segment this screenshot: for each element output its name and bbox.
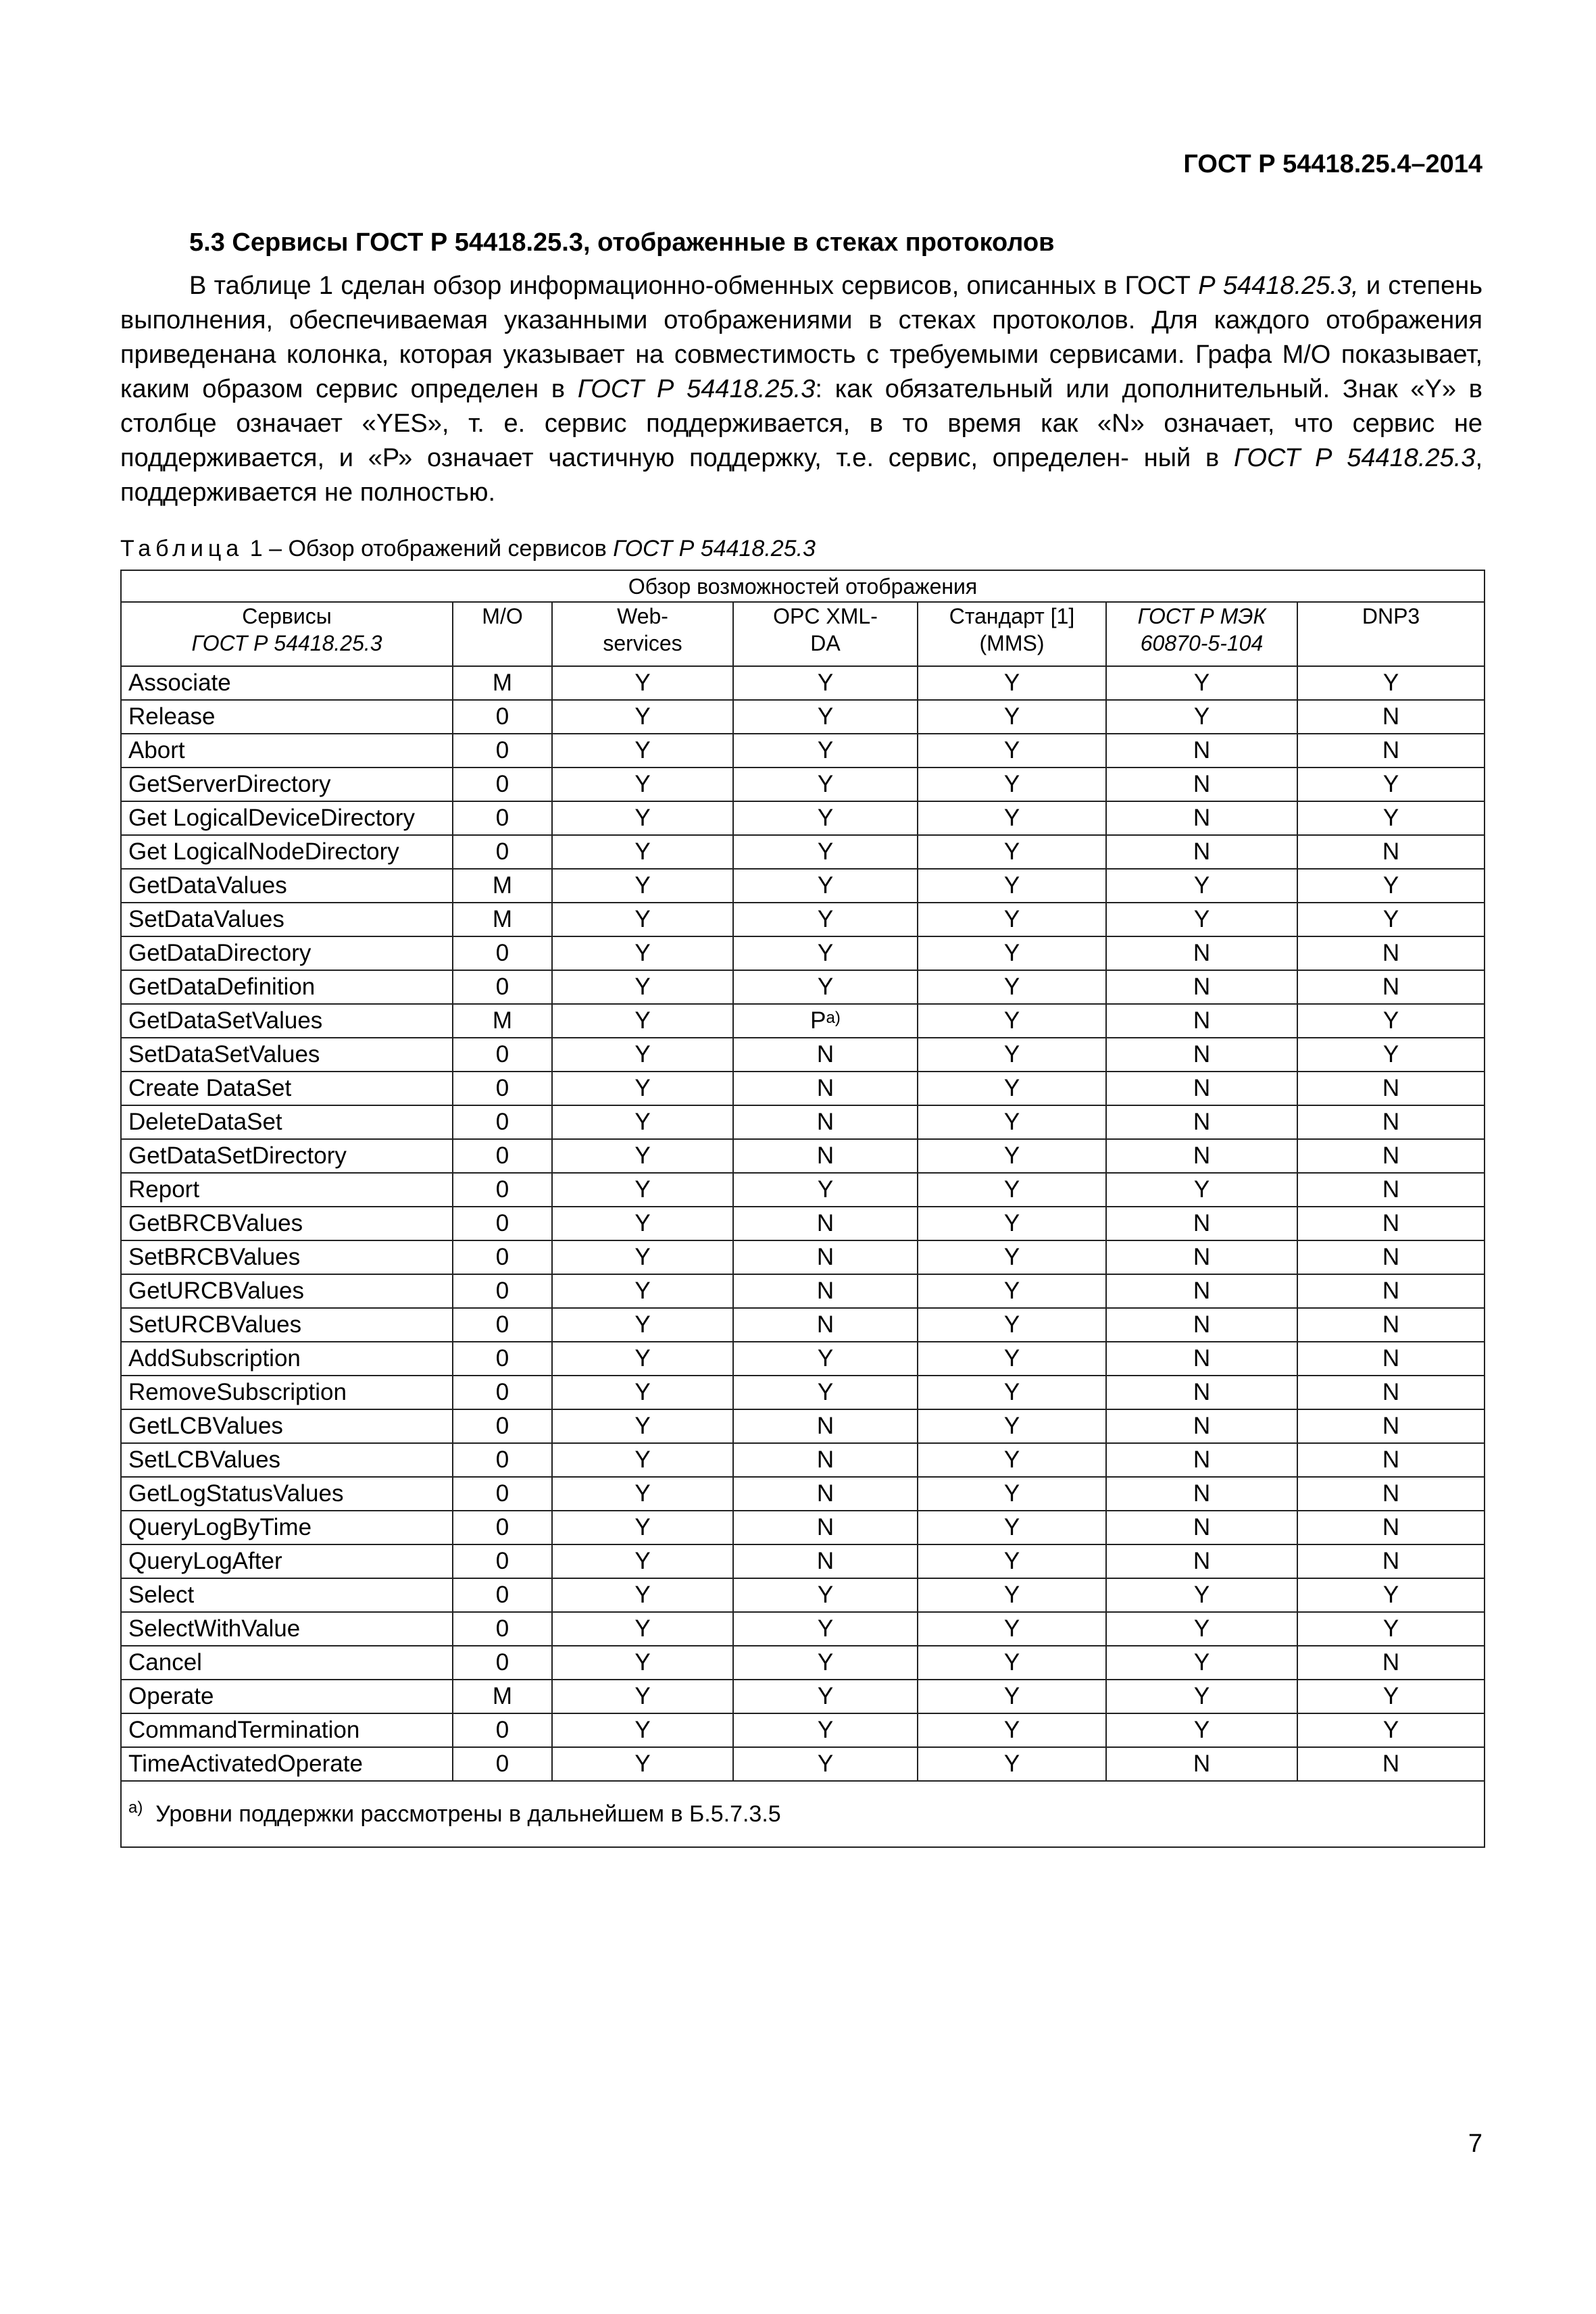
cell-mms: Y: [918, 1072, 1106, 1105]
cell-mms: Y: [918, 1207, 1106, 1240]
table-row: [121, 903, 1485, 936]
cell-service-name: Cancel: [121, 1646, 453, 1680]
column-header-mo: М/О: [453, 602, 552, 666]
cell-mo: 0: [453, 1139, 552, 1173]
cell-opc-xml-da: Y: [733, 734, 918, 768]
cell-web-services: Y: [552, 1240, 733, 1274]
table-row: [121, 1511, 1485, 1544]
table-row: [121, 1274, 1485, 1308]
cell-service-name: GetServerDirectory: [121, 768, 453, 801]
cell-iec-60870: N: [1106, 1544, 1297, 1578]
table-group-header: Обзор возможностей отображения: [121, 570, 1485, 602]
cell-service-name: SetDataSetValues: [121, 1038, 453, 1072]
cell-mo: 0: [453, 801, 552, 835]
cell-iec-60870: N: [1106, 1342, 1297, 1376]
paragraph-text: отображения приведенана колонка, которая указывает на совместимость с требуемыми сервисами.: [120, 306, 1482, 369]
cell-iec-60870: N: [1106, 970, 1297, 1004]
table-row: [121, 1544, 1485, 1578]
cell-opc-xml-da: Y: [733, 700, 918, 734]
cell-opc-xml-da: N: [733, 1207, 918, 1240]
cell-mo: 0: [453, 1409, 552, 1443]
cell-web-services: Y: [552, 1139, 733, 1173]
cell-mo: 0: [453, 700, 552, 734]
cell-mo: 0: [453, 1612, 552, 1646]
cell-mo: 0: [453, 1105, 552, 1139]
cell-dnp3: N: [1297, 970, 1485, 1004]
cell-iec-60870: N: [1106, 936, 1297, 970]
cell-web-services: Y: [552, 1274, 733, 1308]
cell-mms: Y: [918, 666, 1106, 700]
cell-mms: Y: [918, 1173, 1106, 1207]
cell-web-services: Y: [552, 1646, 733, 1680]
cell-mms: Y: [918, 903, 1106, 936]
column-header-dnp3: DNP3: [1297, 602, 1485, 666]
cell-service-name: Select: [121, 1578, 453, 1612]
cell-dnp3: Y: [1297, 1713, 1485, 1747]
table-row: [121, 835, 1485, 869]
cell-mo: 0: [453, 1511, 552, 1544]
table-row: [121, 1443, 1485, 1477]
cell-iec-60870: N: [1106, 1747, 1297, 1781]
cell-dnp3: N: [1297, 1240, 1485, 1274]
cell-iec-60870: Y: [1106, 1612, 1297, 1646]
cell-web-services: Y: [552, 1038, 733, 1072]
cell-iec-60870: Y: [1106, 903, 1297, 936]
cell-web-services: Y: [552, 1342, 733, 1376]
document-code: ГОСТ Р 54418.25.4–2014: [1183, 150, 1482, 178]
table-row: [121, 1680, 1485, 1713]
cell-dnp3: N: [1297, 1274, 1485, 1308]
column-header-services: [121, 602, 453, 666]
cell-mms: Y: [918, 768, 1106, 801]
table-row: [121, 1612, 1485, 1646]
cell-opc-xml-da: Y: [733, 1713, 918, 1747]
footnote-text: Уровни поддержки рассмотрены в дальнейшем в Б.5.7.3.5: [155, 1801, 781, 1827]
cell-iec-60870: Y: [1106, 1713, 1297, 1747]
cell-iec-60870: N: [1106, 1207, 1297, 1240]
cell-opc-xml-da: Y: [733, 1646, 918, 1680]
table-row: [121, 700, 1485, 734]
cell-dnp3: N: [1297, 1207, 1485, 1240]
cell-opc-xml-da: N: [733, 1308, 918, 1342]
cell-mo: 0: [453, 1342, 552, 1376]
table-row: [121, 970, 1485, 1004]
cell-mms: Y: [918, 1680, 1106, 1713]
paragraph-reference: Р 54418.25.3,: [1198, 272, 1359, 300]
cell-dnp3: Y: [1297, 1038, 1485, 1072]
cell-dnp3: N: [1297, 1409, 1485, 1443]
cell-opc-xml-da: Y: [733, 1747, 918, 1781]
cell-web-services: Y: [552, 1544, 733, 1578]
cell-opc-xml-da: N: [733, 1544, 918, 1578]
cell-iec-60870: Y: [1106, 869, 1297, 903]
cell-service-name: GetDataValues: [121, 869, 453, 903]
cell-mms: Y: [918, 835, 1106, 869]
cell-mo: 0: [453, 1646, 552, 1680]
cell-service-name: SetURCBValues: [121, 1308, 453, 1342]
cell-iec-60870: N: [1106, 1308, 1297, 1342]
table-row: [121, 666, 1485, 700]
cell-service-name: Release: [121, 700, 453, 734]
cell-web-services: Y: [552, 1578, 733, 1612]
paragraph-text: означает, что сервис не поддерживается, и «Р» означает частичную поддержку, т.е. сервис, определен-: [120, 409, 1483, 472]
cell-service-name: Get LogicalDeviceDirectory: [121, 801, 453, 835]
cell-mo: 0: [453, 1713, 552, 1747]
table-row: [121, 801, 1485, 835]
cell-dnp3: Y: [1297, 1578, 1485, 1612]
cell-service-name: QueryLogAfter: [121, 1544, 453, 1578]
cell-service-name: SetBRCBValues: [121, 1240, 453, 1274]
cell-mo: 0: [453, 1747, 552, 1781]
cell-mo: 0: [453, 1038, 552, 1072]
cell-iec-60870: N: [1106, 1443, 1297, 1477]
cell-mms: Y: [918, 1511, 1106, 1544]
cell-mms: Y: [918, 734, 1106, 768]
cell-web-services: Y: [552, 1443, 733, 1477]
cell-iec-60870: Y: [1106, 1680, 1297, 1713]
cell-mo: 0: [453, 1443, 552, 1477]
table-row: [121, 1105, 1485, 1139]
cell-web-services: Y: [552, 1308, 733, 1342]
cell-service-name: Create DataSet: [121, 1072, 453, 1105]
paragraph-text: : как обязательный или: [815, 375, 1109, 403]
cell-iec-60870: N: [1106, 801, 1297, 835]
cell-iec-60870: N: [1106, 1376, 1297, 1409]
cell-dnp3: N: [1297, 1173, 1485, 1207]
cell-web-services: Y: [552, 1072, 733, 1105]
cell-opc-xml-da: N: [733, 1477, 918, 1511]
cell-web-services: Y: [552, 1680, 733, 1713]
table-row: [121, 734, 1485, 768]
cell-web-services: Y: [552, 903, 733, 936]
cell-web-services: Y: [552, 1105, 733, 1139]
cell-mms: Y: [918, 1646, 1106, 1680]
cell-opc-xml-da: Y: [733, 666, 918, 700]
table-row: [121, 1342, 1485, 1376]
cell-dnp3: N: [1297, 1308, 1485, 1342]
cell-dnp3: Y: [1297, 869, 1485, 903]
table-row: [121, 1376, 1485, 1409]
cell-dnp3: N: [1297, 1646, 1485, 1680]
cell-mms: Y: [918, 1477, 1106, 1511]
cell-opc-xml-da: $P^{a)}$: [733, 1004, 918, 1038]
cell-web-services: Y: [552, 700, 733, 734]
cell-opc-xml-da: Y: [733, 1376, 918, 1409]
cell-service-name: SetDataValues: [121, 903, 453, 936]
cell-mo: 0: [453, 1240, 552, 1274]
cell-iec-60870: N: [1106, 1274, 1297, 1308]
cell-web-services: Y: [552, 1477, 733, 1511]
footnote-marker: a): [128, 1798, 143, 1817]
cell-service-name: Operate: [121, 1680, 453, 1713]
cell-mms: Y: [918, 936, 1106, 970]
cell-iec-60870: N: [1106, 734, 1297, 768]
cell-dnp3: Y: [1297, 768, 1485, 801]
cell-web-services: Y: [552, 734, 733, 768]
table-row: [121, 1713, 1485, 1747]
cell-mms: Y: [918, 1240, 1106, 1274]
cell-service-name: AddSubscription: [121, 1342, 453, 1376]
table-row: [121, 1578, 1485, 1612]
cell-service-name: GetLCBValues: [121, 1409, 453, 1443]
cell-web-services: Y: [552, 835, 733, 869]
table-caption-reference: ГОСТ Р 54418.25.3: [613, 536, 816, 561]
paragraph-text: Графа М/О показывает, каким образом сервис определен в: [120, 341, 1483, 403]
cell-dnp3: N: [1297, 936, 1485, 970]
column-header-mms: Стандарт [1] (MMS): [918, 602, 1106, 666]
footnote-marker: a): [826, 1009, 841, 1027]
table-row: [121, 1072, 1485, 1105]
cell-web-services: Y: [552, 1612, 733, 1646]
cell-dnp3: N: [1297, 734, 1485, 768]
intro-paragraph: [120, 269, 1482, 510]
cell-mo: 0: [453, 936, 552, 970]
cell-service-name: Associate: [121, 666, 453, 700]
cell-opc-xml-da: Y: [733, 835, 918, 869]
paragraph-reference: ГОСТ Р 54418.25.3: [577, 375, 816, 403]
cell-opc-xml-da: N: [733, 1240, 918, 1274]
cell-web-services: Y: [552, 1747, 733, 1781]
cell-mo: 0: [453, 1173, 552, 1207]
table-row: [121, 1240, 1485, 1274]
cell-iec-60870: Y: [1106, 666, 1297, 700]
cell-web-services: Y: [552, 1173, 733, 1207]
cell-mo: М: [453, 903, 552, 936]
cell-dnp3: Y: [1297, 1680, 1485, 1713]
cell-iec-60870: N: [1106, 1004, 1297, 1038]
cell-dnp3: N: [1297, 700, 1485, 734]
cell-web-services: Y: [552, 1511, 733, 1544]
cell-mms: Y: [918, 869, 1106, 903]
cell-opc-xml-da: Y: [733, 869, 918, 903]
cell-mms: Y: [918, 1139, 1106, 1173]
cell-mo: 0: [453, 1477, 552, 1511]
cell-dnp3: N: [1297, 1376, 1485, 1409]
cell-iec-60870: N: [1106, 768, 1297, 801]
cell-dnp3: N: [1297, 1105, 1485, 1139]
cell-mms: Y: [918, 700, 1106, 734]
table-caption-word: Таблица: [120, 536, 244, 561]
cell-service-name: GetDataDirectory: [121, 936, 453, 970]
table-row: [121, 768, 1485, 801]
cell-dnp3: Y: [1297, 903, 1485, 936]
cell-dnp3: N: [1297, 1511, 1485, 1544]
table-row: [121, 1004, 1485, 1038]
cell-mms: Y: [918, 1443, 1106, 1477]
cell-opc-xml-da: N: [733, 1511, 918, 1544]
cell-mo: М: [453, 1004, 552, 1038]
cell-service-name: QueryLogByTime: [121, 1511, 453, 1544]
paragraph-text: ный в: [1143, 444, 1234, 472]
table-row: [121, 1308, 1485, 1342]
cell-dnp3: N: [1297, 1072, 1485, 1105]
table-row: [121, 869, 1485, 903]
cell-service-name: Abort: [121, 734, 453, 768]
cell-iec-60870: N: [1106, 1038, 1297, 1072]
cell-service-name: Get LogicalNodeDirectory: [121, 835, 453, 869]
cell-web-services: Y: [552, 869, 733, 903]
cell-dnp3: N: [1297, 1747, 1485, 1781]
cell-iec-60870: N: [1106, 835, 1297, 869]
cell-web-services: Y: [552, 768, 733, 801]
cell-mms: Y: [918, 1612, 1106, 1646]
cell-mms: Y: [918, 1308, 1106, 1342]
cell-iec-60870: N: [1106, 1477, 1297, 1511]
cell-mms: Y: [918, 1713, 1106, 1747]
cell-dnp3: N: [1297, 1477, 1485, 1511]
paragraph-text: В таблице 1 сделан обзор информационно-обменных сервисов, описанных в ГОСТ: [189, 272, 1199, 300]
cell-opc-xml-da: Y: [733, 1578, 918, 1612]
cell-dnp3: N: [1297, 1139, 1485, 1173]
cell-opc-xml-da: Y: [733, 1173, 918, 1207]
cell-iec-60870: Y: [1106, 1646, 1297, 1680]
cell-dnp3: N: [1297, 835, 1485, 869]
cell-service-name: SelectWithValue: [121, 1612, 453, 1646]
paragraph-reference: ГОСТ Р 54418.25.3: [1233, 444, 1476, 472]
column-header-web-services: Web- services: [552, 602, 733, 666]
cell-dnp3: Y: [1297, 801, 1485, 835]
cell-service-name: GetBRCBValues: [121, 1207, 453, 1240]
cell-opc-xml-da: N: [733, 1409, 918, 1443]
cell-iec-60870: N: [1106, 1072, 1297, 1105]
column-header-opc-xml-da: OPC XML- DA: [733, 602, 918, 666]
cell-mms: Y: [918, 1342, 1106, 1376]
cell-web-services: Y: [552, 1207, 733, 1240]
cell-service-name: DeleteDataSet: [121, 1105, 453, 1139]
table-row: [121, 1409, 1485, 1443]
cell-iec-60870: N: [1106, 1409, 1297, 1443]
cell-mms: Y: [918, 1038, 1106, 1072]
cell-service-name: RemoveSubscription: [121, 1376, 453, 1409]
cell-iec-60870: N: [1106, 1139, 1297, 1173]
column-header-services-label: Сервисы: [242, 604, 332, 628]
cell-service-name: GetDataSetDirectory: [121, 1139, 453, 1173]
cell-opc-xml-da: Y: [733, 1342, 918, 1376]
paragraph-text: дополнительный. Знак «Y» в столбце означает «YES», т. е. сервис поддерживается, в то время как «N»: [120, 375, 1482, 438]
cell-service-name: GetURCBValues: [121, 1274, 453, 1308]
column-header-iec-60870: ГОСТ Р МЭК 60870-5-104: [1106, 602, 1297, 666]
table-row: [121, 936, 1485, 970]
cell-mo: 0: [453, 1072, 552, 1105]
table-caption-text: 1 – Обзор отображений сервисов: [243, 536, 614, 561]
cell-iec-60870: Y: [1106, 1173, 1297, 1207]
cell-mms: Y: [918, 1376, 1106, 1409]
cell-mo: 0: [453, 1544, 552, 1578]
cell-opc-xml-da: N: [733, 1443, 918, 1477]
cell-iec-60870: N: [1106, 1240, 1297, 1274]
cell-opc-xml-da: Y: [733, 1680, 918, 1713]
cell-opc-xml-da: Y: [733, 768, 918, 801]
cell-opc-xml-da: N: [733, 1038, 918, 1072]
cell-web-services: Y: [552, 666, 733, 700]
cell-opc-xml-da: N: [733, 1274, 918, 1308]
cell-mo: 0: [453, 734, 552, 768]
cell-service-name: TimeActivatedOperate: [121, 1747, 453, 1781]
cell-mo: 0: [453, 1308, 552, 1342]
table-row: [121, 1038, 1485, 1072]
cell-mo: 0: [453, 1376, 552, 1409]
cell-mms: Y: [918, 1105, 1106, 1139]
cell-dnp3: N: [1297, 1544, 1485, 1578]
cell-dnp3: Y: [1297, 1612, 1485, 1646]
cell-web-services: Y: [552, 1713, 733, 1747]
cell-mms: Y: [918, 1578, 1106, 1612]
cell-mms: Y: [918, 970, 1106, 1004]
cell-opc-xml-da: N: [733, 1139, 918, 1173]
table-row: [121, 1646, 1485, 1680]
paragraph-text: , поддерживается не полностью.: [120, 444, 1482, 507]
cell-service-name: GetLogStatusValues: [121, 1477, 453, 1511]
table-row: [121, 1477, 1485, 1511]
cell-mms: Y: [918, 1409, 1106, 1443]
cell-mo: 0: [453, 1207, 552, 1240]
table-row: [121, 1747, 1485, 1781]
cell-mo: 0: [453, 768, 552, 801]
cell-dnp3: Y: [1297, 1004, 1485, 1038]
cell-mms: Y: [918, 1747, 1106, 1781]
section-heading: 5.3 Сервисы ГОСТ Р 54418.25.3, отображенные в стеках протоколов: [189, 228, 1055, 257]
cell-mo: М: [453, 869, 552, 903]
cell-mo: 0: [453, 835, 552, 869]
cell-mo: М: [453, 1680, 552, 1713]
cell-opc-xml-da: Y: [733, 801, 918, 835]
cell-opc-xml-da: Y: [733, 903, 918, 936]
cell-web-services: Y: [552, 801, 733, 835]
table-row: [121, 1173, 1485, 1207]
cell-web-services: Y: [552, 936, 733, 970]
table-caption: [120, 536, 816, 562]
cell-mo: М: [453, 666, 552, 700]
cell-dnp3: N: [1297, 1342, 1485, 1376]
cell-mms: Y: [918, 1004, 1106, 1038]
column-header-services-ref: ГОСТ Р 54418.25.3: [191, 631, 382, 655]
cell-mo: 0: [453, 1578, 552, 1612]
cell-service-name: GetDataDefinition: [121, 970, 453, 1004]
cell-service-name: SetLCBValues: [121, 1443, 453, 1477]
cell-mms: Y: [918, 1274, 1106, 1308]
cell-opc-xml-da: N: [733, 1072, 918, 1105]
cell-iec-60870: Y: [1106, 1578, 1297, 1612]
table-row: [121, 1207, 1485, 1240]
cell-iec-60870: N: [1106, 1511, 1297, 1544]
cell-mms: Y: [918, 1544, 1106, 1578]
cell-iec-60870: Y: [1106, 700, 1297, 734]
cell-opc-xml-da: Y: [733, 936, 918, 970]
cell-opc-xml-da: Y: [733, 1612, 918, 1646]
table-row: [121, 1139, 1485, 1173]
cell-iec-60870: N: [1106, 1105, 1297, 1139]
page-number: 7: [1468, 2130, 1482, 2158]
cell-service-name: Report: [121, 1173, 453, 1207]
table-footnote: [121, 1781, 1485, 1847]
cell-web-services: Y: [552, 1004, 733, 1038]
cell-mo: 0: [453, 970, 552, 1004]
cell-opc-xml-da: N: [733, 1105, 918, 1139]
cell-service-name: CommandTermination: [121, 1713, 453, 1747]
cell-mo: 0: [453, 1274, 552, 1308]
cell-dnp3: Y: [1297, 666, 1485, 700]
cell-mms: Y: [918, 801, 1106, 835]
cell-web-services: Y: [552, 1409, 733, 1443]
cell-service-name: GetDataSetValues: [121, 1004, 453, 1038]
cell-dnp3: N: [1297, 1443, 1485, 1477]
services-table: [120, 570, 1485, 1848]
cell-web-services: Y: [552, 1376, 733, 1409]
paragraph-text: и степень выполнения, обеспечиваемая указанными отображениями в стеках протоколов. Для каждого: [120, 272, 1482, 334]
cell-opc-xml-da: Y: [733, 970, 918, 1004]
cell-web-services: Y: [552, 970, 733, 1004]
